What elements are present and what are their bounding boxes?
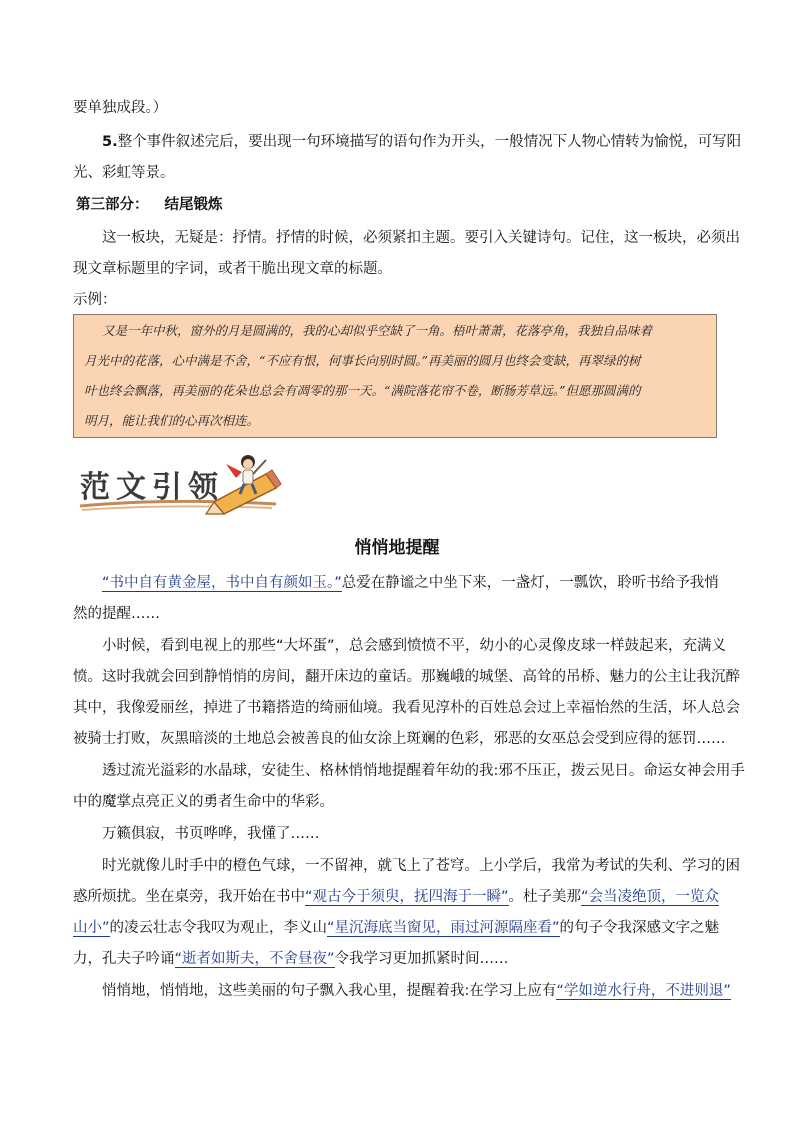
quote-link: “会当凌绝顶，一览众 [581,889,720,905]
example-box [73,314,717,438]
example-line: 叶也终会飘落，再美丽的花朵也总会有凋零的那一天。“满院落花帘不卷，断肠芳草远。”但愿那圆满的 [84,383,641,398]
paragraph-line: 被骑士打败，灰黑暗淡的土地总会被善良的仙女涂上斑斓的色彩，邪恶的女巫总会受到应得的惩罚…… [73,731,726,747]
paragraph-line: 愤。这时我就会回到静悄悄的房间，翻开床边的童话。那巍峨的城堡、高耸的吊桥、魅力的公主让我沉醉 [73,669,740,685]
paragraph-line: 力，孔夫子吟诵“逝者如斯夫，不舍昼夜”令我学习更加抓紧时间…… [73,951,509,967]
paragraph-line: 时光就像儿时手中的橙色气球，一不留神，就飞上了苍穹。上小学后，我常为考试的失利、学习的困 [102,858,740,874]
example-label: 示例： [73,292,117,308]
text-line: 现文章标题里的字词，或者干脆出现文章的标题。 [73,261,392,277]
quote-link: “星沉海底当窗见，雨过河源隔座看” [327,920,560,936]
section-heading: 第三部分： 结尾锻炼 [76,197,223,213]
paragraph-line: 万籁俱寂，书页哗哗，我懂了…… [102,826,320,842]
section-banner [76,448,286,520]
quote-link: “逝者如斯夫，不舍昼夜” [174,951,335,967]
example-line: 月光中的花落，心中满是不舍，“不应有恨，何事长向别时圆。”再美丽的圆月也终会变缺，再翠绿的树 [84,353,641,368]
paragraph-line: 山小”的凌云壮志令我叹为观止，李义山“星沉海底当窗见，雨过河源隔座看”的句子令我深感文字之魅 [73,920,720,936]
paragraph-line: “书中自有黄金屋，书中自有颜如玉。”总爱在静谧之中坐下来，一盏灯，一瓢饮，聆听书给予我悄 [102,575,719,591]
quote-link: “书中自有黄金屋，书中自有颜如玉。” [102,575,342,591]
quote-link: “观古今于须臾，抚四海于一瞬” [305,889,509,905]
paragraph-line: 惑所烦扰。坐在桌旁，我开始在书中“观古今于须臾，抚四海于一瞬”。杜子美那“会当凌绝顶，一览众 [73,889,720,905]
paragraph-line: 然的提醒…… [73,606,160,622]
quote-link: “学如逆水行舟，不进则退” [556,983,731,999]
paragraph-line: 小时候，看到电视上的那些“大坏蛋”，总会感到愤愤不平，幼小的心灵像皮球一样鼓起来，充满义 [102,638,727,654]
paragraph-line: 透过流光溢彩的水晶球，安徒生、格林悄悄地提醒着年幼的我:邪不压正，拨云见日。命运女神会用手 [102,763,745,779]
text-line: 光、彩虹等景。 [73,165,175,181]
quote-link: 山小” [73,920,110,936]
text-line: 要单独成段。） [73,100,168,116]
example-line: 又是一年中秋，窗外的月是圆满的，我的心却似乎空缺了一角。梧叶萧萧，花落亭角，我独自品味着 [102,323,653,338]
text-line: 这一板块，无疑是：抒情。抒情的时候，必须紧扣主题。要引入关键诗句。记住，这一板块，必须出 [102,230,740,246]
essay-title: 悄悄地提醒 [354,538,440,558]
paragraph-line: 其中，我像爱丽丝，掉进了书籍搭造的绮丽仙境。我看见淳朴的百姓总会过上幸福怡然的生活，坏人总会 [73,700,740,716]
point-5: 5.整个事件叙述完后，要出现一句环境描写的语句作为开头，一般情况下人物心情转为愉悦，可写阳 [102,134,742,150]
banner-title: 范文引领 [80,470,224,505]
example-line: 明月，能让我们的心再次相连。 [84,413,260,428]
paragraph-line: 中的魔掌点亮正义的勇者生命中的华彩。 [73,794,334,810]
paragraph-line: 悄悄地，悄悄地，这些美丽的句子飘入我心里，提醒着我:在学习上应有“学如逆水行舟，不进则退” [102,983,731,999]
